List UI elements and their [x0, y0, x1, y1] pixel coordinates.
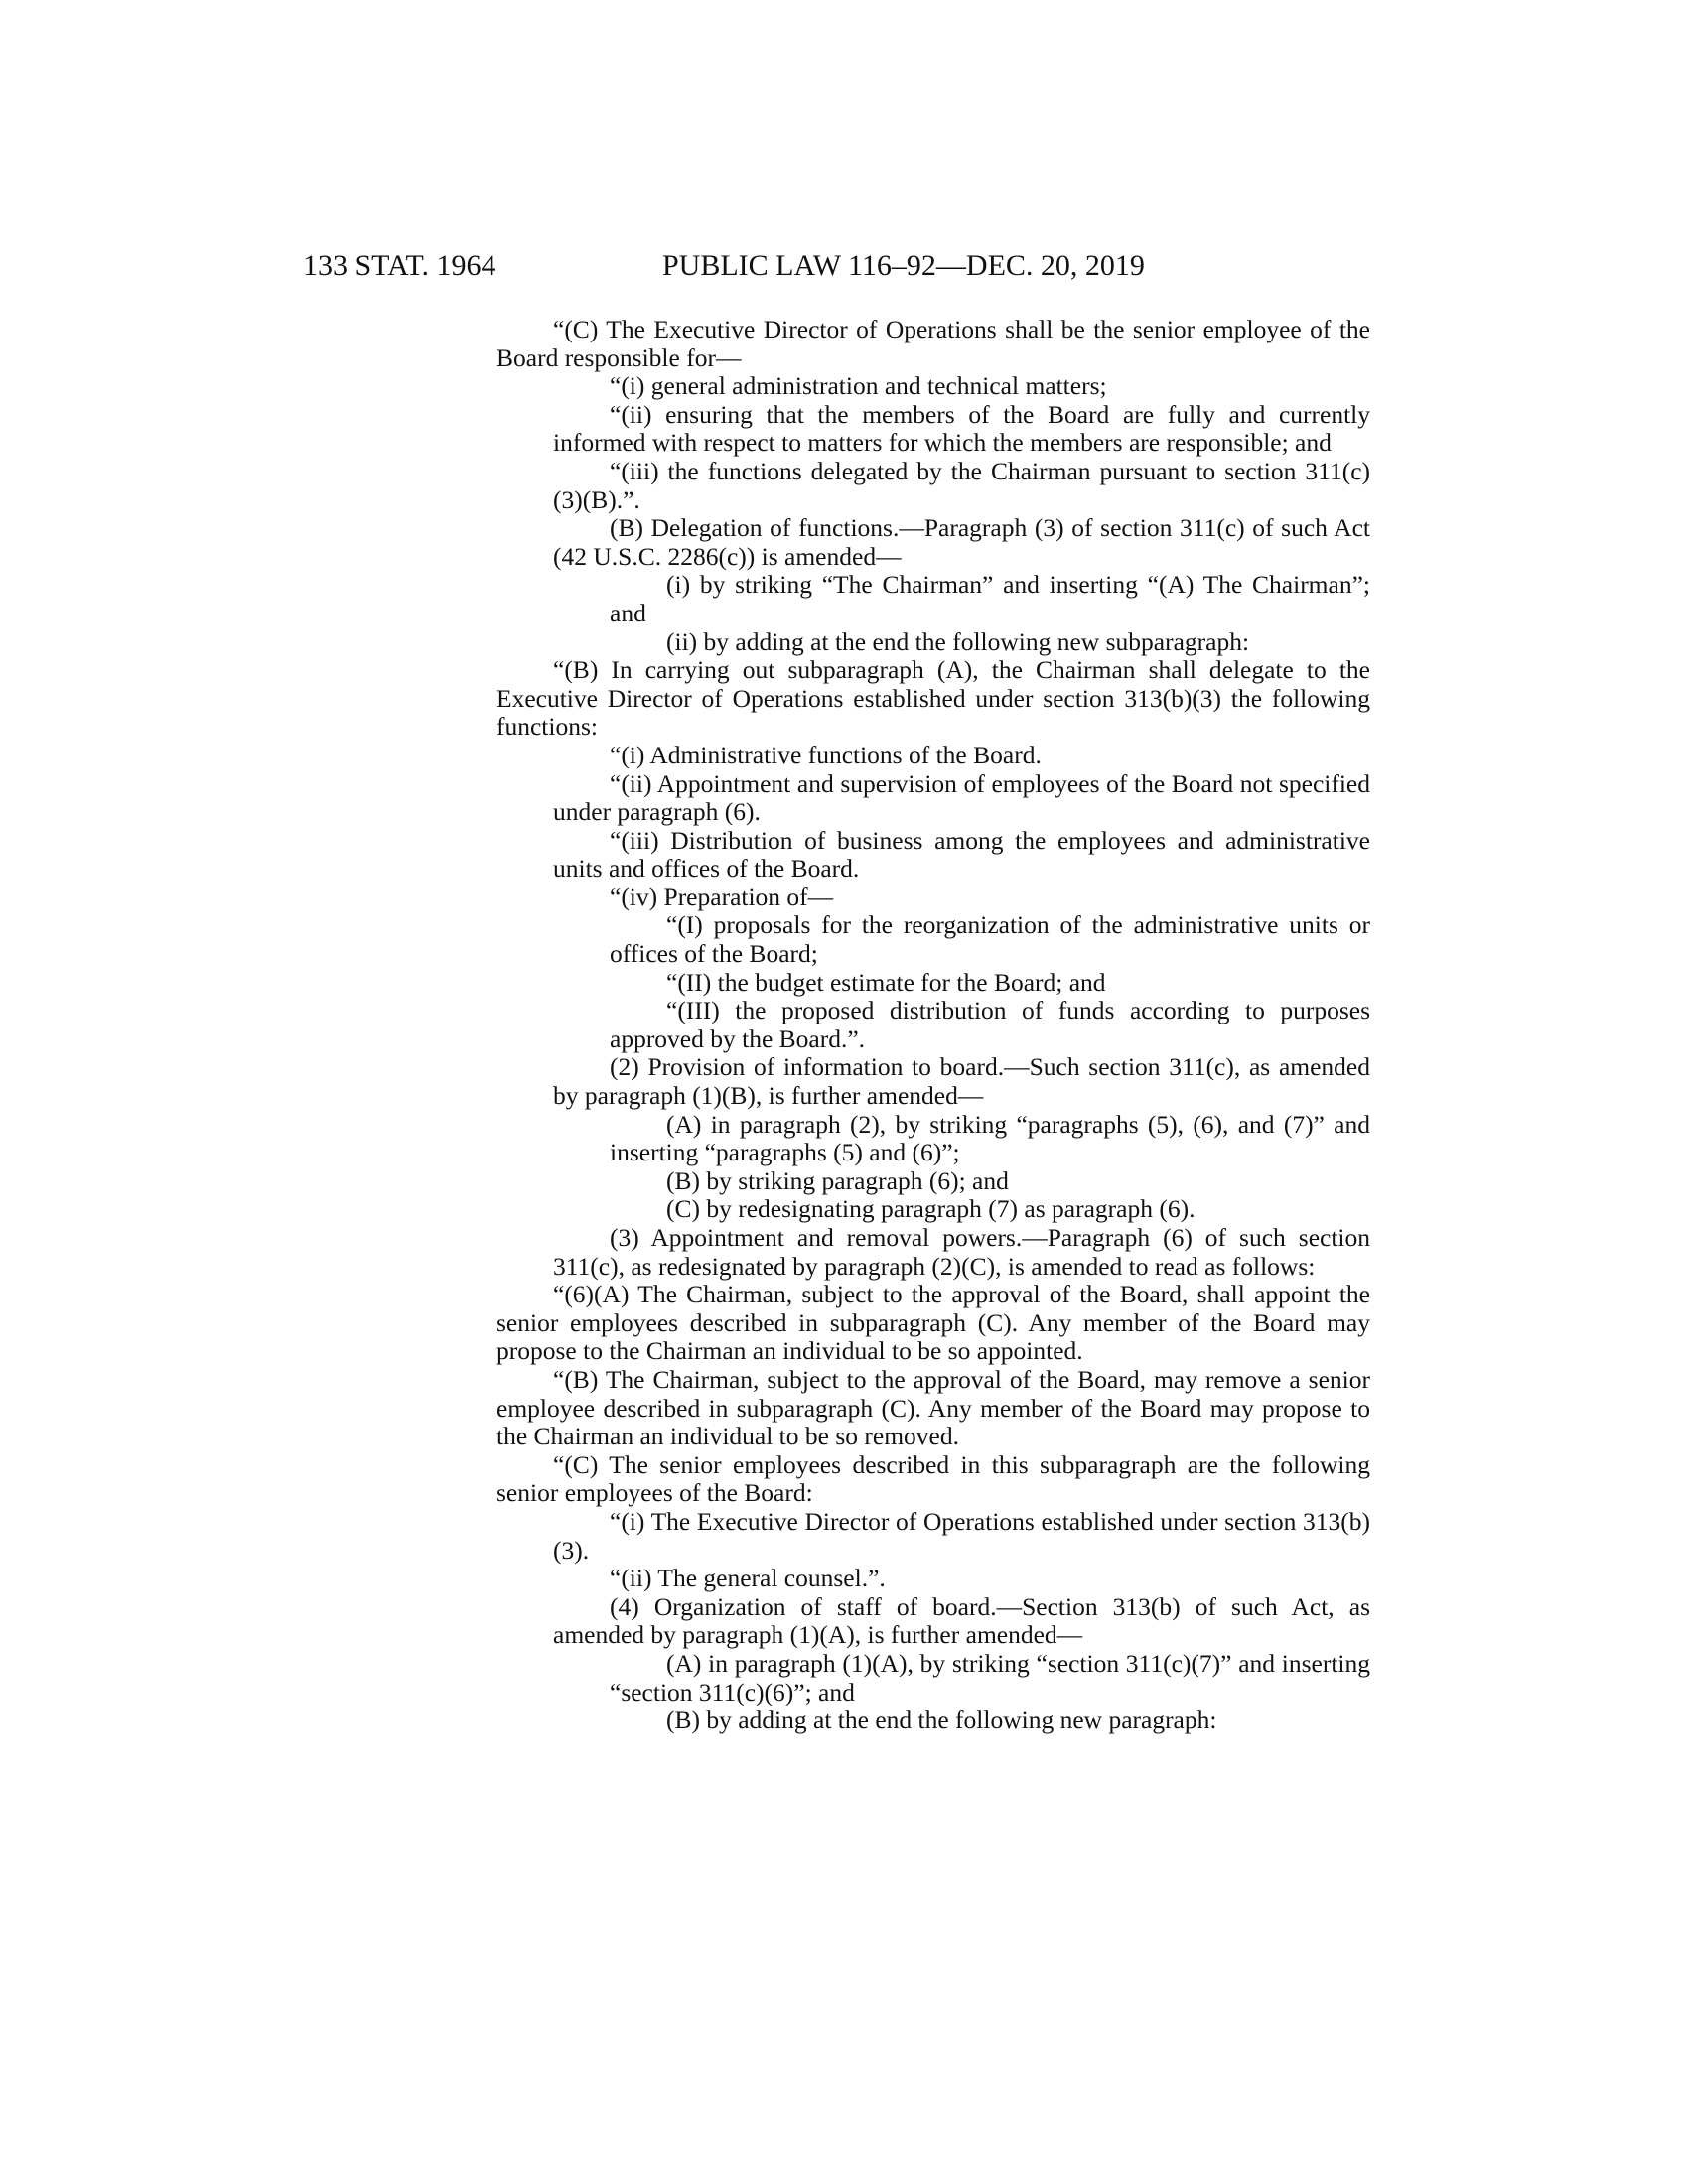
paragraph: (3) Appointment and removal powers.—Paragraph (6) of such section 311(c), as redesignated by paragraph (2)(C), is amended to read as follows: — [553, 1223, 1370, 1281]
paragraph: (A) in paragraph (2), by striking “paragraphs (5), (6), and (7)” and inserting “paragraphs (5) and (6)”; — [610, 1109, 1370, 1167]
paragraph: (2) Provision of information to board.—Such section 311(c), as amended by paragraph (1)(B), is further amended— — [553, 1052, 1370, 1111]
paragraph: (i) by striking “The Chairman” and inserting “(A) The Chairman”; and — [610, 570, 1370, 627]
paragraph: “(II) the budget estimate for the Board; and — [666, 967, 1106, 997]
paragraph: “(iii) the functions delegated by the Chairman pursuant to section 311(c)(3)(B).”. — [553, 456, 1370, 514]
paragraph: (C) by redesignating paragraph (7) as paragraph (6). — [666, 1194, 1196, 1224]
law-text-body — [496, 316, 1370, 1735]
paragraph: “(B) In carrying out subparagraph (A), the Chairman shall delegate to the Executive Director of Operations established under section 313(b)(3) the following functions: — [496, 655, 1370, 742]
paragraph: “(i) Administrative functions of the Board. — [610, 740, 1042, 769]
paragraph: “(iii) Distribution of business among the employees and administrative units and offices of the Board. — [553, 825, 1370, 884]
paragraph: (ii) by adding at the end the following new subparagraph: — [666, 626, 1250, 656]
paragraph: (A) in paragraph (1)(A), by striking “section 311(c)(7)” and inserting “section 311(c)(6)”; and — [610, 1648, 1370, 1706]
paragraph: “(i) The Executive Director of Operations established under section 313(b)(3). — [553, 1506, 1370, 1565]
paragraph: “(6)(A) The Chairman, subject to the approval of the Board, shall appoint the senior employees described in subparagraph (C). Any member of the Board may propose to the Chairman an individual to be so appointed. — [496, 1280, 1370, 1366]
paragraph: “(iv) Preparation of— — [610, 882, 834, 911]
paragraph: (B) by striking paragraph (6); and — [666, 1165, 1009, 1195]
paragraph: (4) Organization of staff of board.—Section 313(b) of such Act, as amended by paragraph (1)(A), is further amended— — [553, 1591, 1370, 1650]
paragraph: “(C) The senior employees described in this subparagraph are the following senior employees of the Board: — [496, 1449, 1370, 1508]
paragraph: “(ii) Appointment and supervision of employees of the Board not specified under paragraph (6). — [553, 768, 1370, 827]
paragraph: “(B) The Chairman, subject to the approval of the Board, may remove a senior employee described in subparagraph (C). Any member of the Board may propose to the Chairman an individual to be so removed. — [496, 1364, 1370, 1451]
paragraph: “(C) The Executive Director of Operations shall be the senior employee of the Board responsible for— — [496, 315, 1370, 372]
running-header — [0, 244, 1688, 288]
paragraph: (B) by adding at the end the following new paragraph: — [666, 1706, 1217, 1735]
paragraph: “(ii) ensuring that the members of the Board are fully and currently informed with respect to matters for which the members are responsible; and — [553, 399, 1370, 458]
public-law-citation: PUBLIC LAW 116–92—DEC. 20, 2019 — [662, 249, 1145, 282]
paragraph: “(i) general administration and technical matters; — [610, 371, 1107, 401]
statute-page-reference: 133 STAT. 1964 — [303, 249, 496, 282]
paragraph: “(III) the proposed distribution of funds according to purposes approved by the Board.”. — [610, 996, 1370, 1053]
paragraph: “(ii) The general counsel.”. — [610, 1564, 886, 1593]
paragraph: “(I) proposals for the reorganization of the administrative units or offices of the Board; — [610, 910, 1370, 969]
paragraph: (B) Delegation of functions.—Paragraph (3) of section 311(c) of such Act (42 U.S.C. 2286(c)) is amended— — [553, 513, 1370, 571]
